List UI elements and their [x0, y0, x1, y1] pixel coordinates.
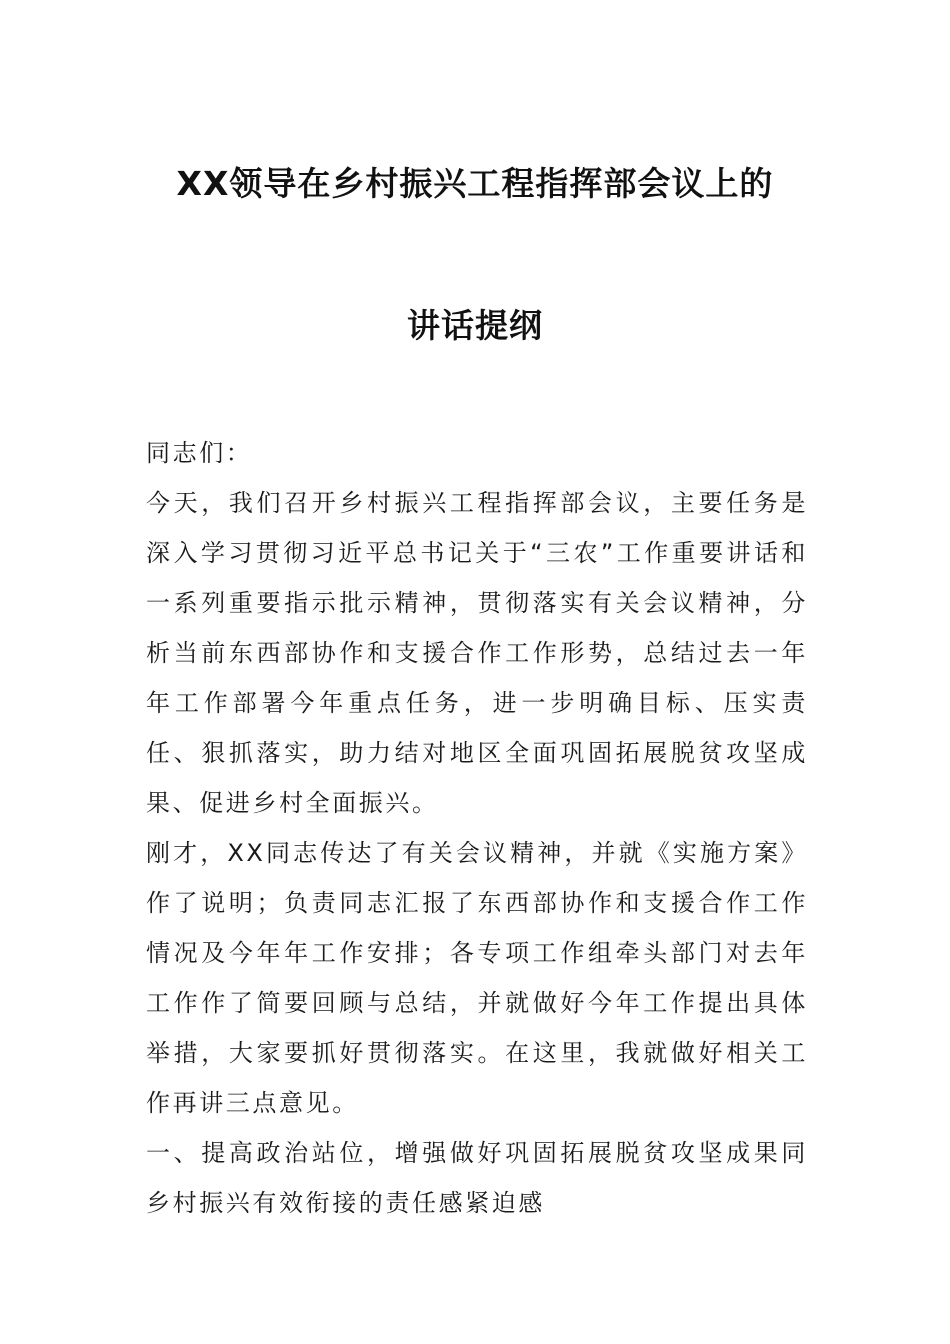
document-title-line-1: XX领导在乡村振兴工程指挥部会议上的: [176, 164, 774, 203]
salutation: 同志们：: [146, 439, 253, 467]
document-body: [146, 428, 808, 1228]
document-title-line-2: 讲话提纲: [407, 306, 543, 345]
paragraph-opening: 今天，我们召开乡村振兴工程指挥部会议，主要任务是深入学习贯彻习近平总书记关于“三农”工作重要讲话和一系列重要指示批示精神，贯彻落实有关会议精神，分析当前东西部协作和支援合作工作形势，总结过去一年年工作部署今年重点任务，进一步明确目标、压实责任、狠抓落实，助力结对地区全面巩固拓展脱贫攻坚成果、促进乡村全面振兴。: [146, 489, 808, 817]
paragraph-review: 刚才，XX同志传达了有关会议精神，并就《实施方案》作了说明；负责同志汇报了东西部协作和支援合作工作情况及今年年工作安排；各专项工作组牵头部门对去年工作作了简要回顾与总结，并就做好今年工作提出具体举措，大家要抓好贯彻落实。在这里，我就做好相关工作再讲三点意见。: [146, 839, 808, 1117]
section-heading-1: 一、提高政治站位，增强做好巩固拓展脱贫攻坚成果同乡村振兴有效衔接的责任感紧迫感: [146, 1139, 808, 1217]
